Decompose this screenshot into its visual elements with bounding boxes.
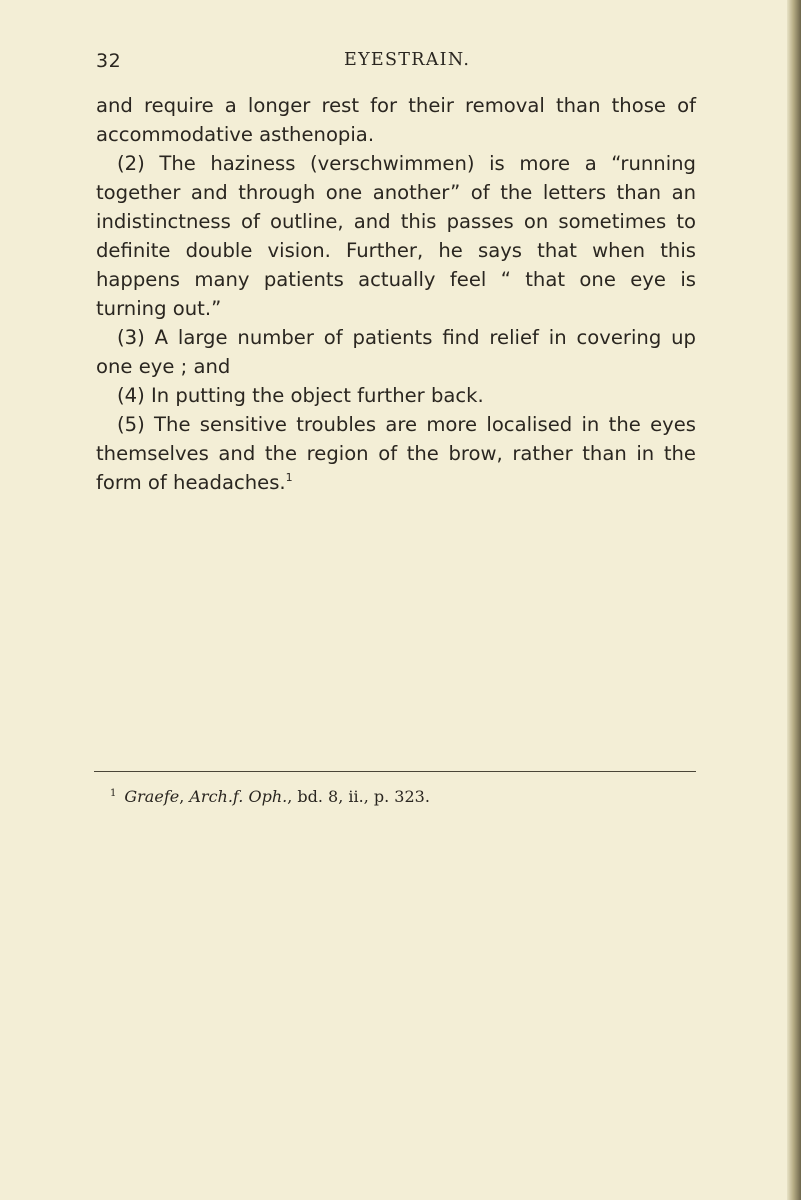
page-header [96,50,696,80]
footnote: $^1$ Graefe, Arch.f. Oph., bd. 8, ii., p. 323. [110,787,430,806]
footnote-marker: 1 [110,788,117,799]
footnote-author: Graefe [124,787,180,806]
body-text [96,91,696,497]
footnote-divider [94,771,696,772]
page-number: 32 [96,50,122,72]
paragraph-continuation: and require a longer rest for their removal than those of accommodative asthenopia. [96,94,696,146]
paragraph-point-5-text: (5) The sensitive troubles are more localised in the eyes themselves and the region of the brow, rather than in the form of headaches. [96,413,696,494]
footnote-details: , bd. 8, ii., p. 323. [287,787,430,806]
page-edge-shadow [787,0,801,1200]
footnote-journal: Arch.f. Oph. [189,787,288,806]
paragraph-point-5 [96,410,696,497]
paragraph-point-4: (4) In putting the object further back. [117,384,484,407]
paragraph-point-2: (2) The haziness (verschwimmen) is more a “running together and through one another” of the letters than an indistinctness of outline, and this passes on sometimes to definite double vision. Further, he says that when this happens many patients actually feel “ that one eye is turning out.” [96,152,696,320]
paragraph-point-3: (3) A large number of patients find relief in covering up one eye ; and [96,326,696,378]
running-head: EYESTRAIN. [344,50,471,70]
footnote-reference: 1 [285,471,293,484]
